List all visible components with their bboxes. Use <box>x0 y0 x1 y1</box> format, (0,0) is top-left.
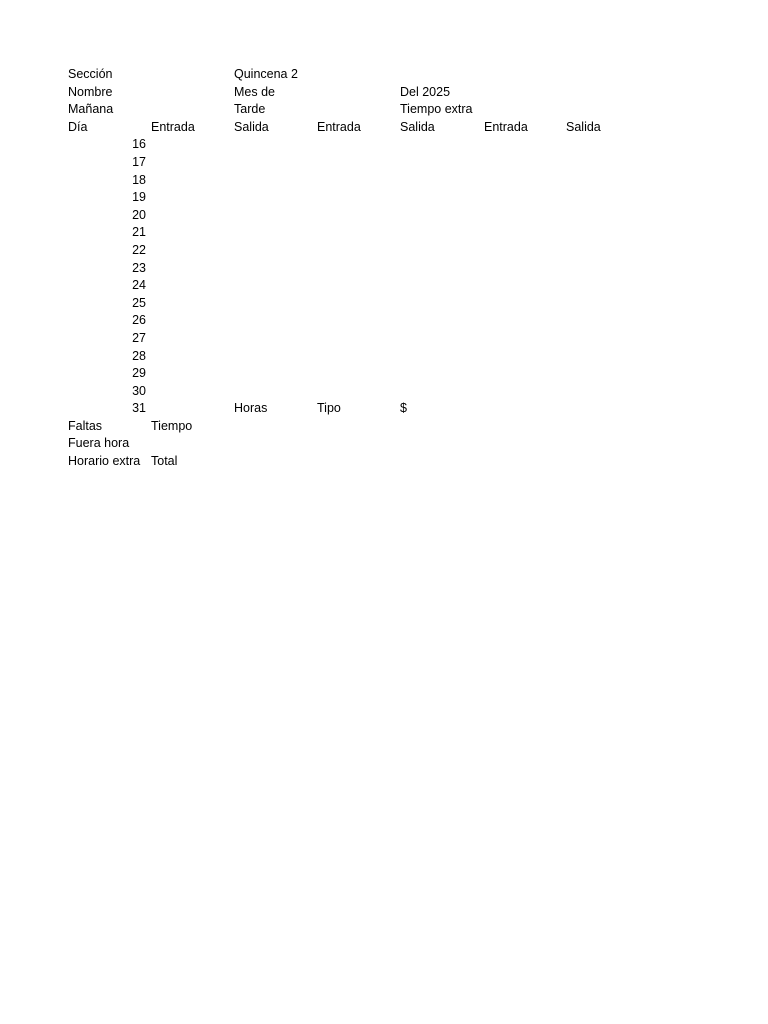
day-number: 21 <box>132 225 146 240</box>
tiempo-extra-label: Tiempo extra <box>400 102 473 117</box>
day-number: 29 <box>132 366 146 381</box>
quincena-label: Quincena 2 <box>234 67 298 81</box>
total-label: Total <box>151 454 178 469</box>
day-row <box>68 312 688 330</box>
day-row <box>68 172 688 190</box>
tiempo-label: Tiempo <box>151 418 193 433</box>
nombre-label: Nombre <box>68 84 113 99</box>
seccion-label: Sección <box>68 67 113 81</box>
day-number: 24 <box>132 278 146 293</box>
day-row <box>68 295 688 313</box>
column-header-entrada-manana: Entrada <box>151 119 195 134</box>
day-number: 19 <box>132 190 146 205</box>
column-header-entrada-tarde: Entrada <box>317 119 361 134</box>
header-row-shifts <box>68 101 688 119</box>
day-number: 25 <box>132 295 146 310</box>
day-number: 18 <box>132 172 146 187</box>
day-number: 31 <box>132 401 146 416</box>
day-row <box>68 154 688 172</box>
day-row <box>68 260 688 278</box>
summary-row-faltas <box>68 418 688 436</box>
day-row <box>68 207 688 225</box>
currency-label: $ <box>400 401 407 416</box>
tipo-label: Tipo <box>317 401 341 416</box>
day-number: 30 <box>132 383 146 398</box>
horas-label: Horas <box>234 401 268 416</box>
year-label: Del 2025 <box>400 84 451 99</box>
column-header-salida-manana: Salida <box>234 119 269 134</box>
day-row <box>68 277 688 295</box>
faltas-label: Faltas <box>68 418 103 433</box>
day-row-last <box>68 400 688 418</box>
day-number: 16 <box>132 137 146 152</box>
day-row <box>68 136 688 154</box>
day-number: 22 <box>132 242 146 257</box>
fuera-hora-label: Fuera hora <box>68 436 130 451</box>
day-number: 28 <box>132 348 146 363</box>
column-header-dia: Día <box>68 119 88 134</box>
day-row <box>68 224 688 242</box>
day-row <box>68 330 688 348</box>
day-number: 17 <box>132 154 146 169</box>
timesheet <box>68 66 688 471</box>
tarde-label: Tarde <box>234 102 266 117</box>
day-row <box>68 348 688 366</box>
day-number: 23 <box>132 260 146 275</box>
day-number: 27 <box>132 330 146 345</box>
summary-row-horario-extra <box>68 453 688 471</box>
column-header-row <box>68 119 688 137</box>
day-row <box>68 365 688 383</box>
header-row-seccion <box>68 66 688 84</box>
horario-extra-label: Horario extra <box>68 454 141 469</box>
day-row <box>68 242 688 260</box>
day-number: 20 <box>132 207 146 222</box>
day-row <box>68 383 688 401</box>
column-header-salida-tarde: Salida <box>400 119 435 134</box>
column-header-salida-extra: Salida <box>566 119 601 134</box>
day-number: 26 <box>132 313 146 328</box>
manana-label: Mañana <box>68 102 114 117</box>
column-header-entrada-extra: Entrada <box>484 119 528 134</box>
mes-label: Mes de <box>234 84 275 99</box>
summary-row-fuera-hora <box>68 435 688 453</box>
header-row-nombre <box>68 84 688 102</box>
day-row <box>68 189 688 207</box>
